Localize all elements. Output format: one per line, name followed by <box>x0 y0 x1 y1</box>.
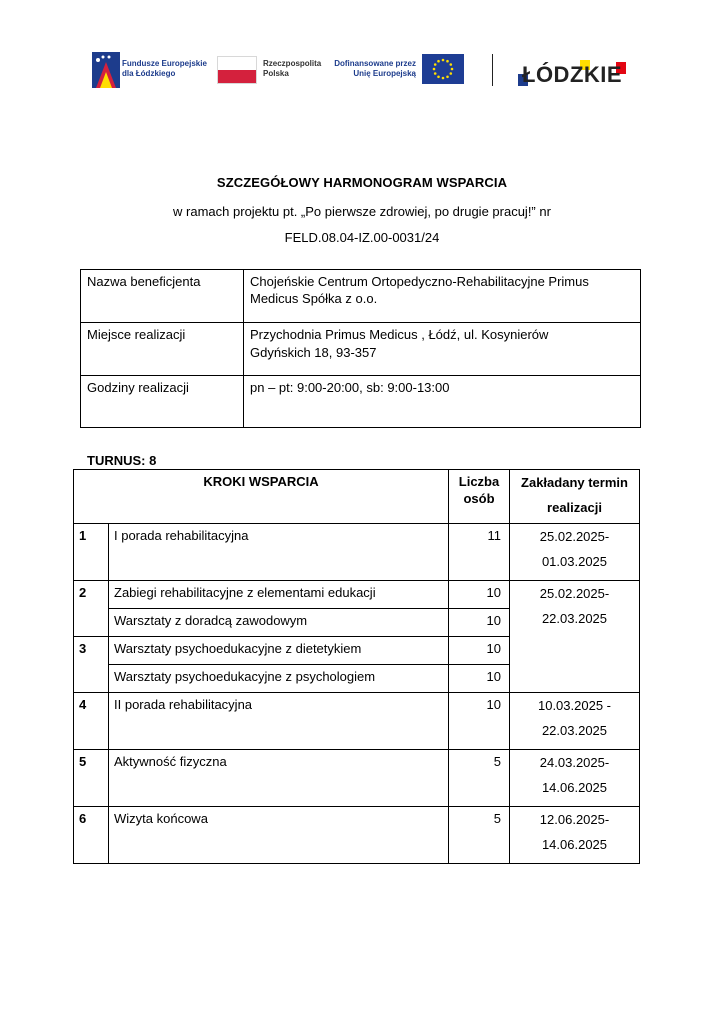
step-number: 6 <box>74 807 109 864</box>
info-row <box>81 270 641 323</box>
info-row <box>81 323 641 376</box>
step-number: 4 <box>74 693 109 750</box>
header-kroki: KROKI WSPARCIA <box>74 470 449 524</box>
eu-line1: Dofinansowane przez <box>334 59 416 68</box>
step-count: 10 <box>449 665 510 693</box>
step-term <box>510 750 640 807</box>
step-name: Wizyta końcowa <box>109 807 449 864</box>
pl-line1: Rzeczpospolita <box>263 59 322 68</box>
poland-flag-icon <box>217 56 257 84</box>
step-term <box>510 524 640 581</box>
step-term <box>510 807 640 864</box>
step-term-line: 22.03.2025 <box>541 611 608 626</box>
step-number: 3 <box>74 637 109 693</box>
turnus-label: TURNUS: 8 <box>87 453 157 468</box>
info-value-line: Chojeńskie Centrum Ortopedyczno-Rehabilitacyjne Primus <box>250 274 589 289</box>
step-term-line: 10.03.2025 - <box>537 698 611 713</box>
fe-logo-text <box>122 59 212 79</box>
document-title: SZCZEGÓŁOWY HARMONOGRAM WSPARCIA <box>216 175 508 190</box>
step-count: 5 <box>449 750 510 807</box>
step-term-line: 24.03.2025- <box>539 755 610 770</box>
step-term-line: 14.06.2025 <box>541 837 608 852</box>
step-count: 10 <box>449 609 510 637</box>
eu-line2: Unię Europejską <box>353 69 416 78</box>
pl-logo-text <box>263 59 321 79</box>
step-term-line: 22.03.2025 <box>541 723 608 738</box>
step-term-line: 01.03.2025 <box>541 554 608 569</box>
step-count: 10 <box>449 637 510 665</box>
step-name: Zabiegi rehabilitacyjne z elementami edukacji <box>109 581 449 609</box>
info-value <box>244 376 641 428</box>
info-label: Godziny realizacji <box>81 376 244 428</box>
step-term-line: 14.06.2025 <box>541 780 608 795</box>
table-row <box>74 524 640 581</box>
svg-text:ŁÓDZKIE: ŁÓDZKIE <box>522 62 623 87</box>
info-value-line: Gdyńskich 18, 93-357 <box>250 345 377 360</box>
step-name: I porada rehabilitacyjna <box>109 524 449 581</box>
step-term-line: 12.06.2025- <box>539 812 610 827</box>
step-name: Aktywność fizyczna <box>109 750 449 807</box>
header-count-line: osób <box>463 491 495 506</box>
project-info-table <box>80 269 641 428</box>
header-count-line: Liczba <box>458 474 500 489</box>
table-row <box>74 693 640 750</box>
step-count: 10 <box>449 581 510 609</box>
lodzkie-logo-icon <box>518 52 628 88</box>
logo-bar <box>0 50 724 94</box>
header-term-line: realizacji <box>547 500 602 515</box>
document-subtitle: w ramach projektu pt. „Po pierwsze zdrowiej, po drugie pracuj!” nr <box>173 204 551 219</box>
step-count: 10 <box>449 693 510 750</box>
info-value-line: pn – pt: 9:00-20:00, sb: 9:00-13:00 <box>250 380 450 395</box>
step-name: II porada rehabilitacyjna <box>109 693 449 750</box>
step-term <box>510 693 640 750</box>
info-value-line: Medicus Spółka z o.o. <box>250 291 378 306</box>
table-row <box>74 581 640 609</box>
step-count: 5 <box>449 807 510 864</box>
step-number: 1 <box>74 524 109 581</box>
logo-divider <box>492 54 493 86</box>
step-name: Warsztaty psychoedukacyjne z psychologiem <box>109 665 449 693</box>
info-label: Nazwa beneficjenta <box>81 270 244 323</box>
table-row <box>74 750 640 807</box>
fe-logo-icon <box>92 52 120 88</box>
info-value <box>244 270 641 323</box>
fe-line1: Fundusze Europejskie <box>122 59 207 68</box>
header-term <box>510 470 640 524</box>
pl-line2: Polska <box>263 69 289 78</box>
eu-flag-icon <box>422 54 464 84</box>
info-value <box>244 323 641 376</box>
step-term-line: 25.02.2025- <box>539 586 610 601</box>
step-term-line: 25.02.2025- <box>539 529 610 544</box>
support-steps-table <box>73 469 640 864</box>
step-number: 2 <box>74 581 109 637</box>
header-count <box>449 470 510 524</box>
fe-line2: dla Łódzkiego <box>122 69 176 78</box>
header-term-line: Zakładany termin <box>521 475 628 490</box>
step-number: 5 <box>74 750 109 807</box>
info-value-line: Przychodnia Primus Medicus , Łódź, ul. Kosynierów <box>250 327 549 342</box>
step-count: 11 <box>449 524 510 581</box>
info-label: Miejsce realizacji <box>81 323 244 376</box>
step-name: Warsztaty psychoedukacyjne z dietetykiem <box>109 637 449 665</box>
step-name: Warsztaty z doradcą zawodowym <box>109 609 449 637</box>
eu-logo-text <box>330 59 416 79</box>
info-row <box>81 376 641 428</box>
table-header-row <box>74 470 640 524</box>
table-row <box>74 807 640 864</box>
step-term <box>510 581 640 693</box>
project-number: FELD.08.04-IZ.00-0031/24 <box>284 230 440 245</box>
